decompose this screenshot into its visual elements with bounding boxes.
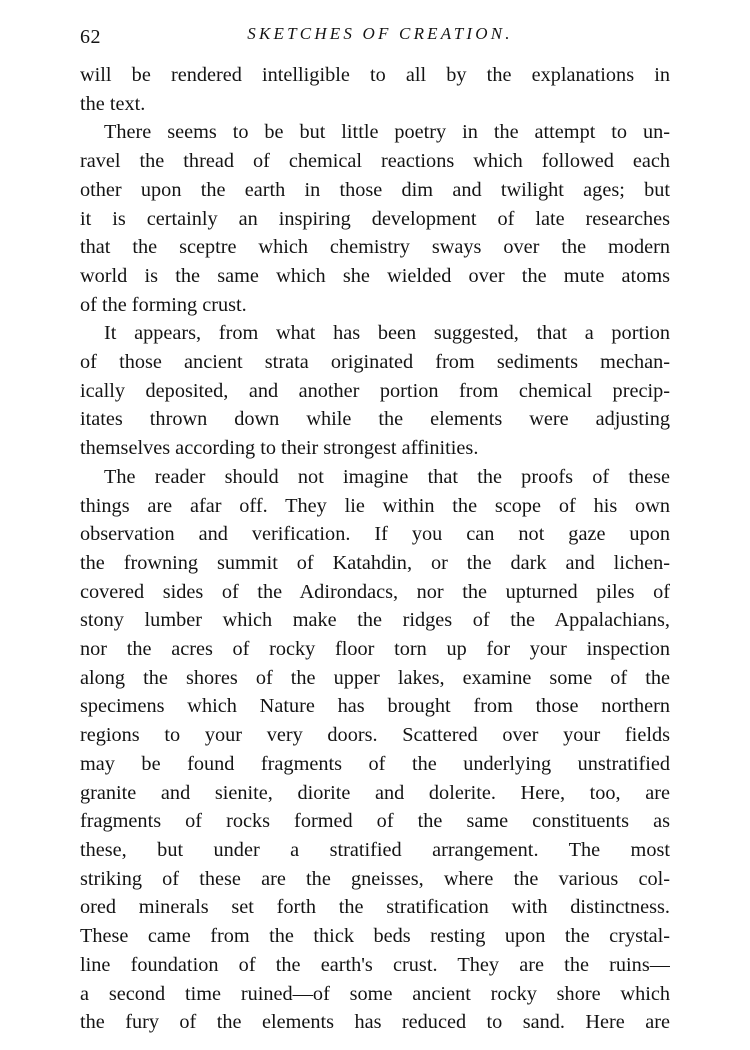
text-line: observation and verification. If you can not gaze upon <box>80 523 670 546</box>
text-line: along the shores of the upper lakes, examine some of the <box>80 666 670 689</box>
text-line: It appears, from what has been suggested, that a portion <box>104 322 670 345</box>
text-line: the fury of the elements has reduced to sand. Here are <box>80 1011 670 1034</box>
paragraph <box>80 118 670 319</box>
text-line: The reader should not imagine that the proofs of these <box>104 465 670 488</box>
running-head <box>80 18 670 52</box>
text-line: other upon the earth in those dim and twilight ages; but <box>80 178 670 201</box>
text-line: fragments of rocks formed of the same constituents as <box>80 810 670 833</box>
text-line: these, but under a stratified arrangement. The most <box>80 838 670 861</box>
body-text <box>80 61 670 1037</box>
text-line: ored minerals set forth the stratification with distinctness. <box>80 896 670 919</box>
paragraph <box>80 319 670 463</box>
text-line: ically deposited, and another portion from chemical precip- <box>80 379 670 402</box>
text-line: of the forming crust. <box>80 293 247 316</box>
text-line: world is the same which she wielded over the mute atoms <box>80 264 670 287</box>
text-line: things are afar off. They lie within the scope of his own <box>80 494 670 517</box>
text-line: ravel the thread of chemical reactions which followed each <box>80 150 670 173</box>
text-line: covered sides of the Adirondacs, nor the upturned piles of <box>80 580 670 603</box>
text-line: granite and sienite, diorite and dolerite. Here, too, are <box>80 781 670 804</box>
text-line: itates thrown down while the elements were adjusting <box>80 408 670 431</box>
text-line: There seems to be but little poetry in the attempt to un- <box>104 121 670 144</box>
text-line: nor the acres of rocky floor torn up for your inspection <box>80 638 670 661</box>
paragraph <box>80 61 670 118</box>
paragraph <box>80 463 670 1037</box>
text-line: stony lumber which make the ridges of the Appalachians, <box>80 609 670 632</box>
text-line: line foundation of the earth's crust. They are the ruins— <box>80 953 670 976</box>
text-line: of those ancient strata originated from sediments mechan- <box>80 351 670 374</box>
page-number: 62 <box>80 26 101 48</box>
text-line: the text. <box>80 92 146 115</box>
text-line: the frowning summit of Katahdin, or the dark and lichen- <box>80 551 670 574</box>
text-line: themselves according to their strongest affinities. <box>80 437 479 460</box>
text-line: will be rendered intelligible to all by the explanations in <box>80 64 670 86</box>
text-line: regions to your very doors. Scattered over your fields <box>80 724 670 747</box>
text-line: These came from the thick beds resting upon the crystal- <box>80 925 670 948</box>
text-line: striking of these are the gneisses, where the various col- <box>80 867 670 890</box>
text-line: may be found fragments of the underlying unstratified <box>80 752 670 775</box>
text-line: that the sceptre which chemistry sways over the modern <box>80 236 670 259</box>
text-line: it is certainly an inspiring development of late researches <box>80 207 670 230</box>
running-title: SKETCHES OF CREATION. <box>247 24 513 43</box>
text-line: specimens which Nature has brought from those northern <box>80 695 670 718</box>
text-line: a second time ruined—of some ancient rocky shore which <box>80 982 670 1005</box>
